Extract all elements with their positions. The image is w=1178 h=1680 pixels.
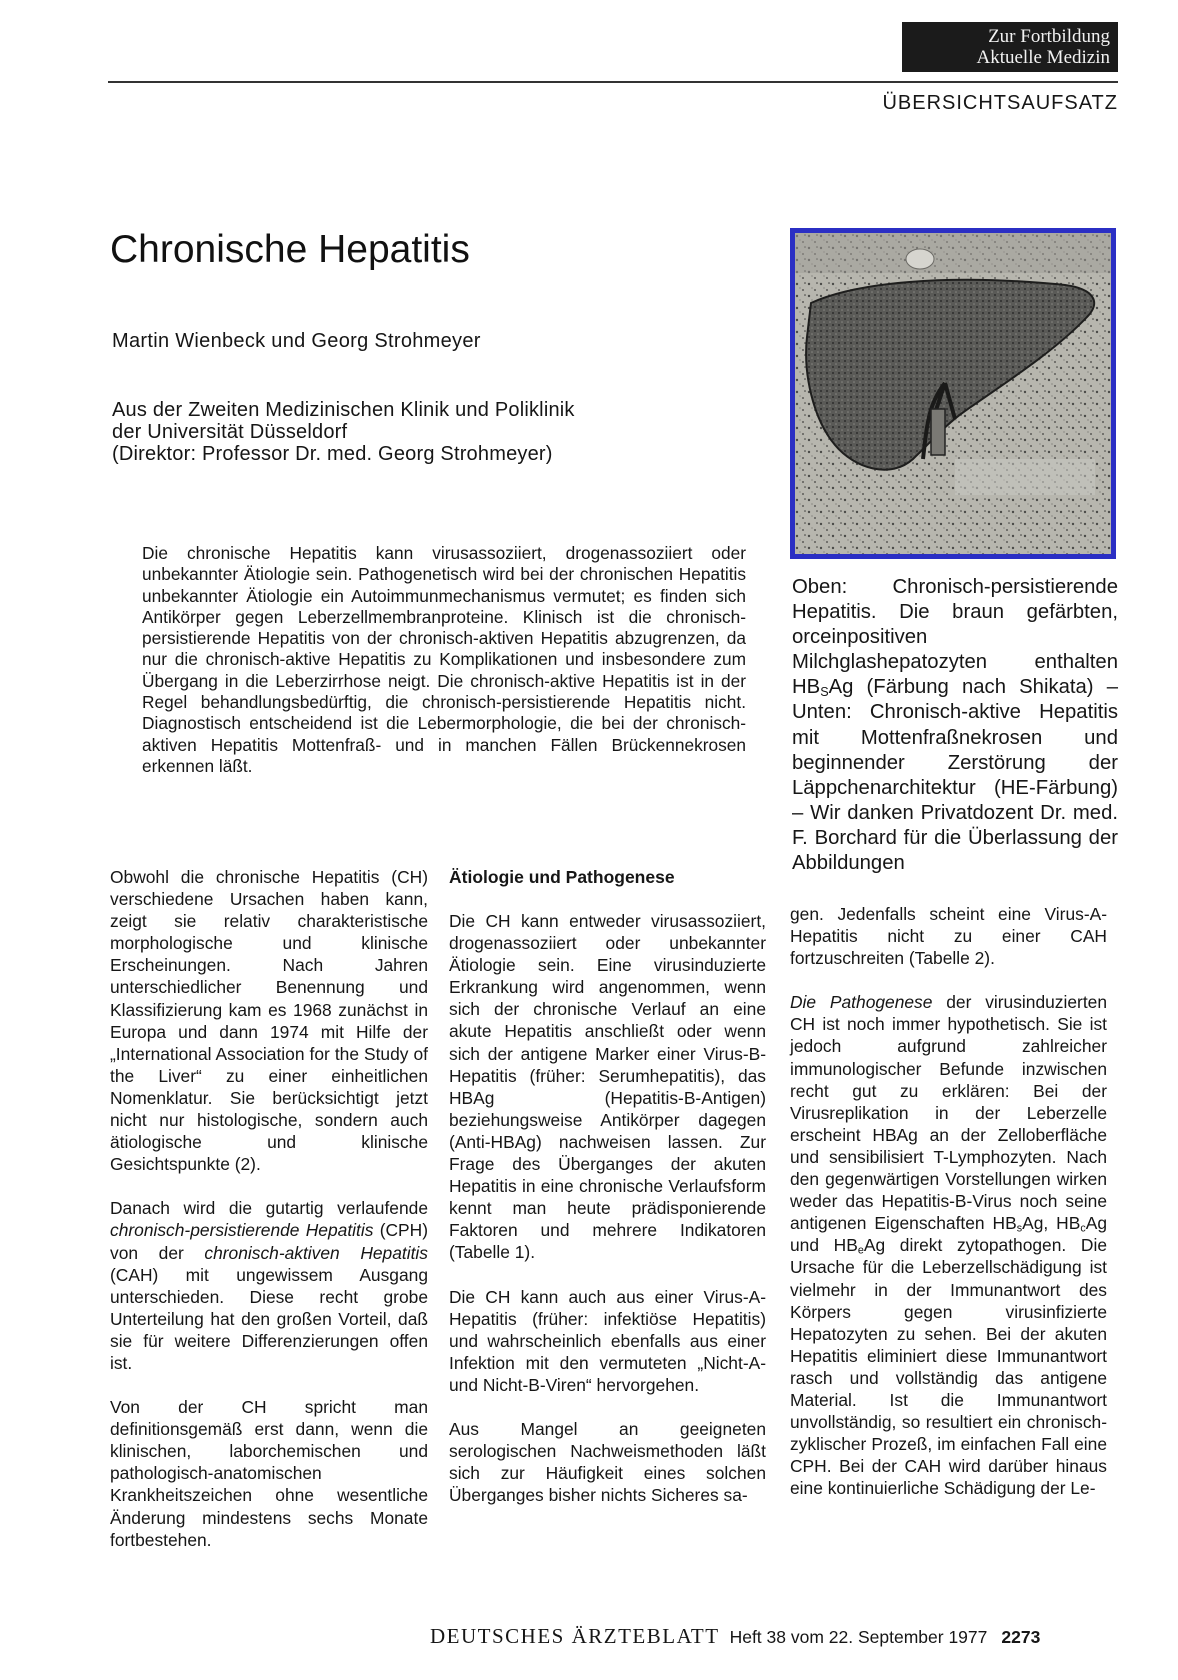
affiliation-line: der Universität Düsseldorf	[112, 421, 348, 443]
body-paragraph: Obwohl die chronische Hepatitis (CH) verschiedene Ursachen haben kann, zeigt sie relativ charakteristische morphologische und klinische Erscheinungen. Nach Jahren unterschiedlicher Benennung und Klassifizierung kam es 1968 zunächst in Europa und dann 1974 mit Hilfe der „International Association for the Study of the Liver“ zu einer einheitlichen Nomenklatur. Sie berücksichtigt jetzt nicht nur histologische, sondern auch ätiologische und klinische Gesichtspunkte (2).	[110, 867, 428, 1175]
body-paragraph	[110, 1197, 428, 1374]
affiliation-line: (Direktor: Professor Dr. med. Georg Strohmeyer)	[112, 443, 553, 465]
text-run: der virusinduzierten CH ist noch immer hypothetisch. Sie ist jedoch aufgrund zahlreicher immunologischer Befunde inzwischen recht gut zu erklären: Bei der Virusreplikation in der Leberzelle erscheint HBAg an der Zelloberfläche und sensibilisiert T-Lymphozyten. Nach den gegenwärtigen Vorstellungen wirken weder das Hepatitis-B-Virus noch seine antigenen Eigenschaften HB	[790, 992, 1107, 1234]
text-run: (CPH) von der	[110, 1220, 428, 1263]
body-column-1	[110, 866, 428, 1573]
affiliation-line: Aus der Zweiten Medizinischen Klinik und Poliklinik	[112, 399, 575, 421]
rubric-line-1: Zur Fortbildung	[988, 26, 1110, 47]
body-paragraph: Die CH kann entweder virusassoziiert, drogenassoziiert oder unbekannter Ätiologie sein. Eine virusinduzierte Erkrankung wird angenommen, wenn sich der chronische Verlauf an eine akute Hepatitis anschließt oder wenn sich der antigene Marker einer Virus-B-Hepatitis (früher: Serumhepatitis), das HBAg (Hepatitis-B-Antigen) beziehungsweise Antikörper dagegen (Anti-HBAg) nachweisen lassen. Zur Frage des Überganges der akuten Hepatitis in eine chronische Verlaufsform kennt man heute prädisponierende Faktoren und mehrere Indikatoren (Tabelle 1).	[449, 911, 766, 1263]
text-run: Ag und HB	[790, 1213, 1107, 1256]
body-paragraph: Die CH kann auch aus einer Virus-A-Hepatitis (früher: infektiöse Hepatitis) und wahrscheinlich ebenfalls aus einer Infektion mit den vermuteten „Nicht-A- und Nicht-B-Viren“ hervorgehen.	[449, 1286, 766, 1395]
journal-name: DEUTSCHES ÄRZTEBLATT	[430, 1624, 720, 1648]
body-paragraph: Aus Mangel an geeigneten serologischen Nachweismethoden läßt sich zur Häufigkeit eines solchen Überganges bisher nichts Sicheres sa-	[449, 1418, 766, 1506]
rubric-badge	[902, 22, 1118, 72]
subscript: c	[1080, 1222, 1086, 1235]
body-paragraph: Von der CH spricht man definitionsgemäß erst dann, wenn die klinischen, laborchemischen und pathologisch-anatomischen Krankheitszeichen ohne wesentliche Änderung mindestens sechs Monate fortbestehen.	[110, 1397, 428, 1550]
article-title: Chronische Hepatitis	[110, 228, 470, 271]
text-run: (CAH) mit ungewissem Ausgang unterschieden. Diese recht grobe Unterteilung hat den großen Vorteil, daß sie für weitere Differenzierungen offen ist.	[110, 1264, 428, 1373]
caption-text-2: Ag (Färbung nach Shikata) – Unten: Chronisch-aktive Hepatitis mit Mottenfraßnekrosen und beginnender Zerstörung der Läppchenarchitektur (HE-Färbung) – Wir danken Privatdozent Dr. med. F. Borchard für die Überlassung der Abbildungen	[792, 676, 1118, 875]
body-paragraph: gen. Jedenfalls scheint eine Virus-A-Hepatitis nicht zu einer CAH fortzuschreiten (Tabelle 2).	[790, 904, 1107, 969]
section-heading: Ätiologie und Pathogenese	[449, 867, 675, 887]
body-column-3	[790, 903, 1107, 1521]
subscript: e	[857, 1245, 864, 1257]
article-affiliation	[112, 399, 575, 465]
section-label: ÜBERSICHTSAUFSATZ	[882, 92, 1118, 114]
article-authors: Martin Wienbeck und Georg Strohmeyer	[112, 330, 481, 352]
issue-info: Heft 38 vom 22. September 1977	[729, 1627, 988, 1647]
page-footer	[430, 1624, 1118, 1649]
article-abstract: Die chronische Hepatitis kann virusassoziiert, drogenassoziiert oder unbekannter Ätiologie sein. Pathogenetisch wird bei der chronischen Hepatitis unbekannter Ätiologie ein Autoimmunmechanismus vermutet; es finden sich Antikörper gegen Leberzellmembranproteine. Klinisch ist die chronisch-persistierende Hepatitis von der chronisch-aktiven Hepatitis abzugrenzen, da nur die chronisch-aktive Hepatitis zu Komplikationen und insbesondere zum Übergang in die Leberzirrhose neigt. Die chronisch-aktive Hepatitis ist in der Regel behandlungsbedürftig, die chronisch-persistierende Hepatitis nicht. Diagnostisch entscheidend ist die Lebermorphologie, die bei der chronisch-aktiven Hepatitis Mottenfraß- und in manchen Fällen Brückennekrosen erkennen läßt.	[142, 543, 746, 776]
histology-figure	[790, 228, 1116, 559]
figure-caption	[792, 575, 1118, 876]
histology-image	[795, 233, 1111, 554]
italic-term: Die Pathogenese	[790, 992, 933, 1013]
text-run: Danach wird die gutartig verlaufende	[110, 1198, 428, 1219]
text-run: Ag, HB	[1022, 1213, 1081, 1234]
body-paragraph	[790, 991, 1107, 1499]
caption-text-1: Oben: Chronisch-persistierende Hepatitis. Die braun gefärbten, orceinpositiven Milchglashepatozyten enthalten HB	[792, 576, 1118, 699]
page-number: 2273	[1001, 1627, 1041, 1647]
caption-subscript: S	[820, 685, 829, 700]
subscript: s	[1016, 1222, 1023, 1235]
italic-term: chronisch-aktiven Hepatitis	[204, 1242, 428, 1263]
rubric-line-2: Aktuelle Medizin	[976, 47, 1110, 68]
header-rule	[108, 81, 1118, 83]
body-column-2	[449, 866, 766, 1528]
text-run: Ag direkt zytopathogen. Die Ursache für die Leberzellschädigung ist vielmehr in der Immunantwort des Körpers gegen virusinfizierte Hepatozyten zu sehen. Bei der akuten Hepatitis eliminiert diese Immunantwort rasch und vollständig das antigene Material. Ist die Immunantwort unvollständig, so resultiert ein chronisch-zyklischer Prozeß, im einfachen Fall eine CPH. Bei der CAH wird darüber hinaus eine kontinuierliche Schädigung der Le-	[790, 1235, 1107, 1499]
italic-term: chronisch-persistierende Hepatitis	[110, 1220, 374, 1241]
